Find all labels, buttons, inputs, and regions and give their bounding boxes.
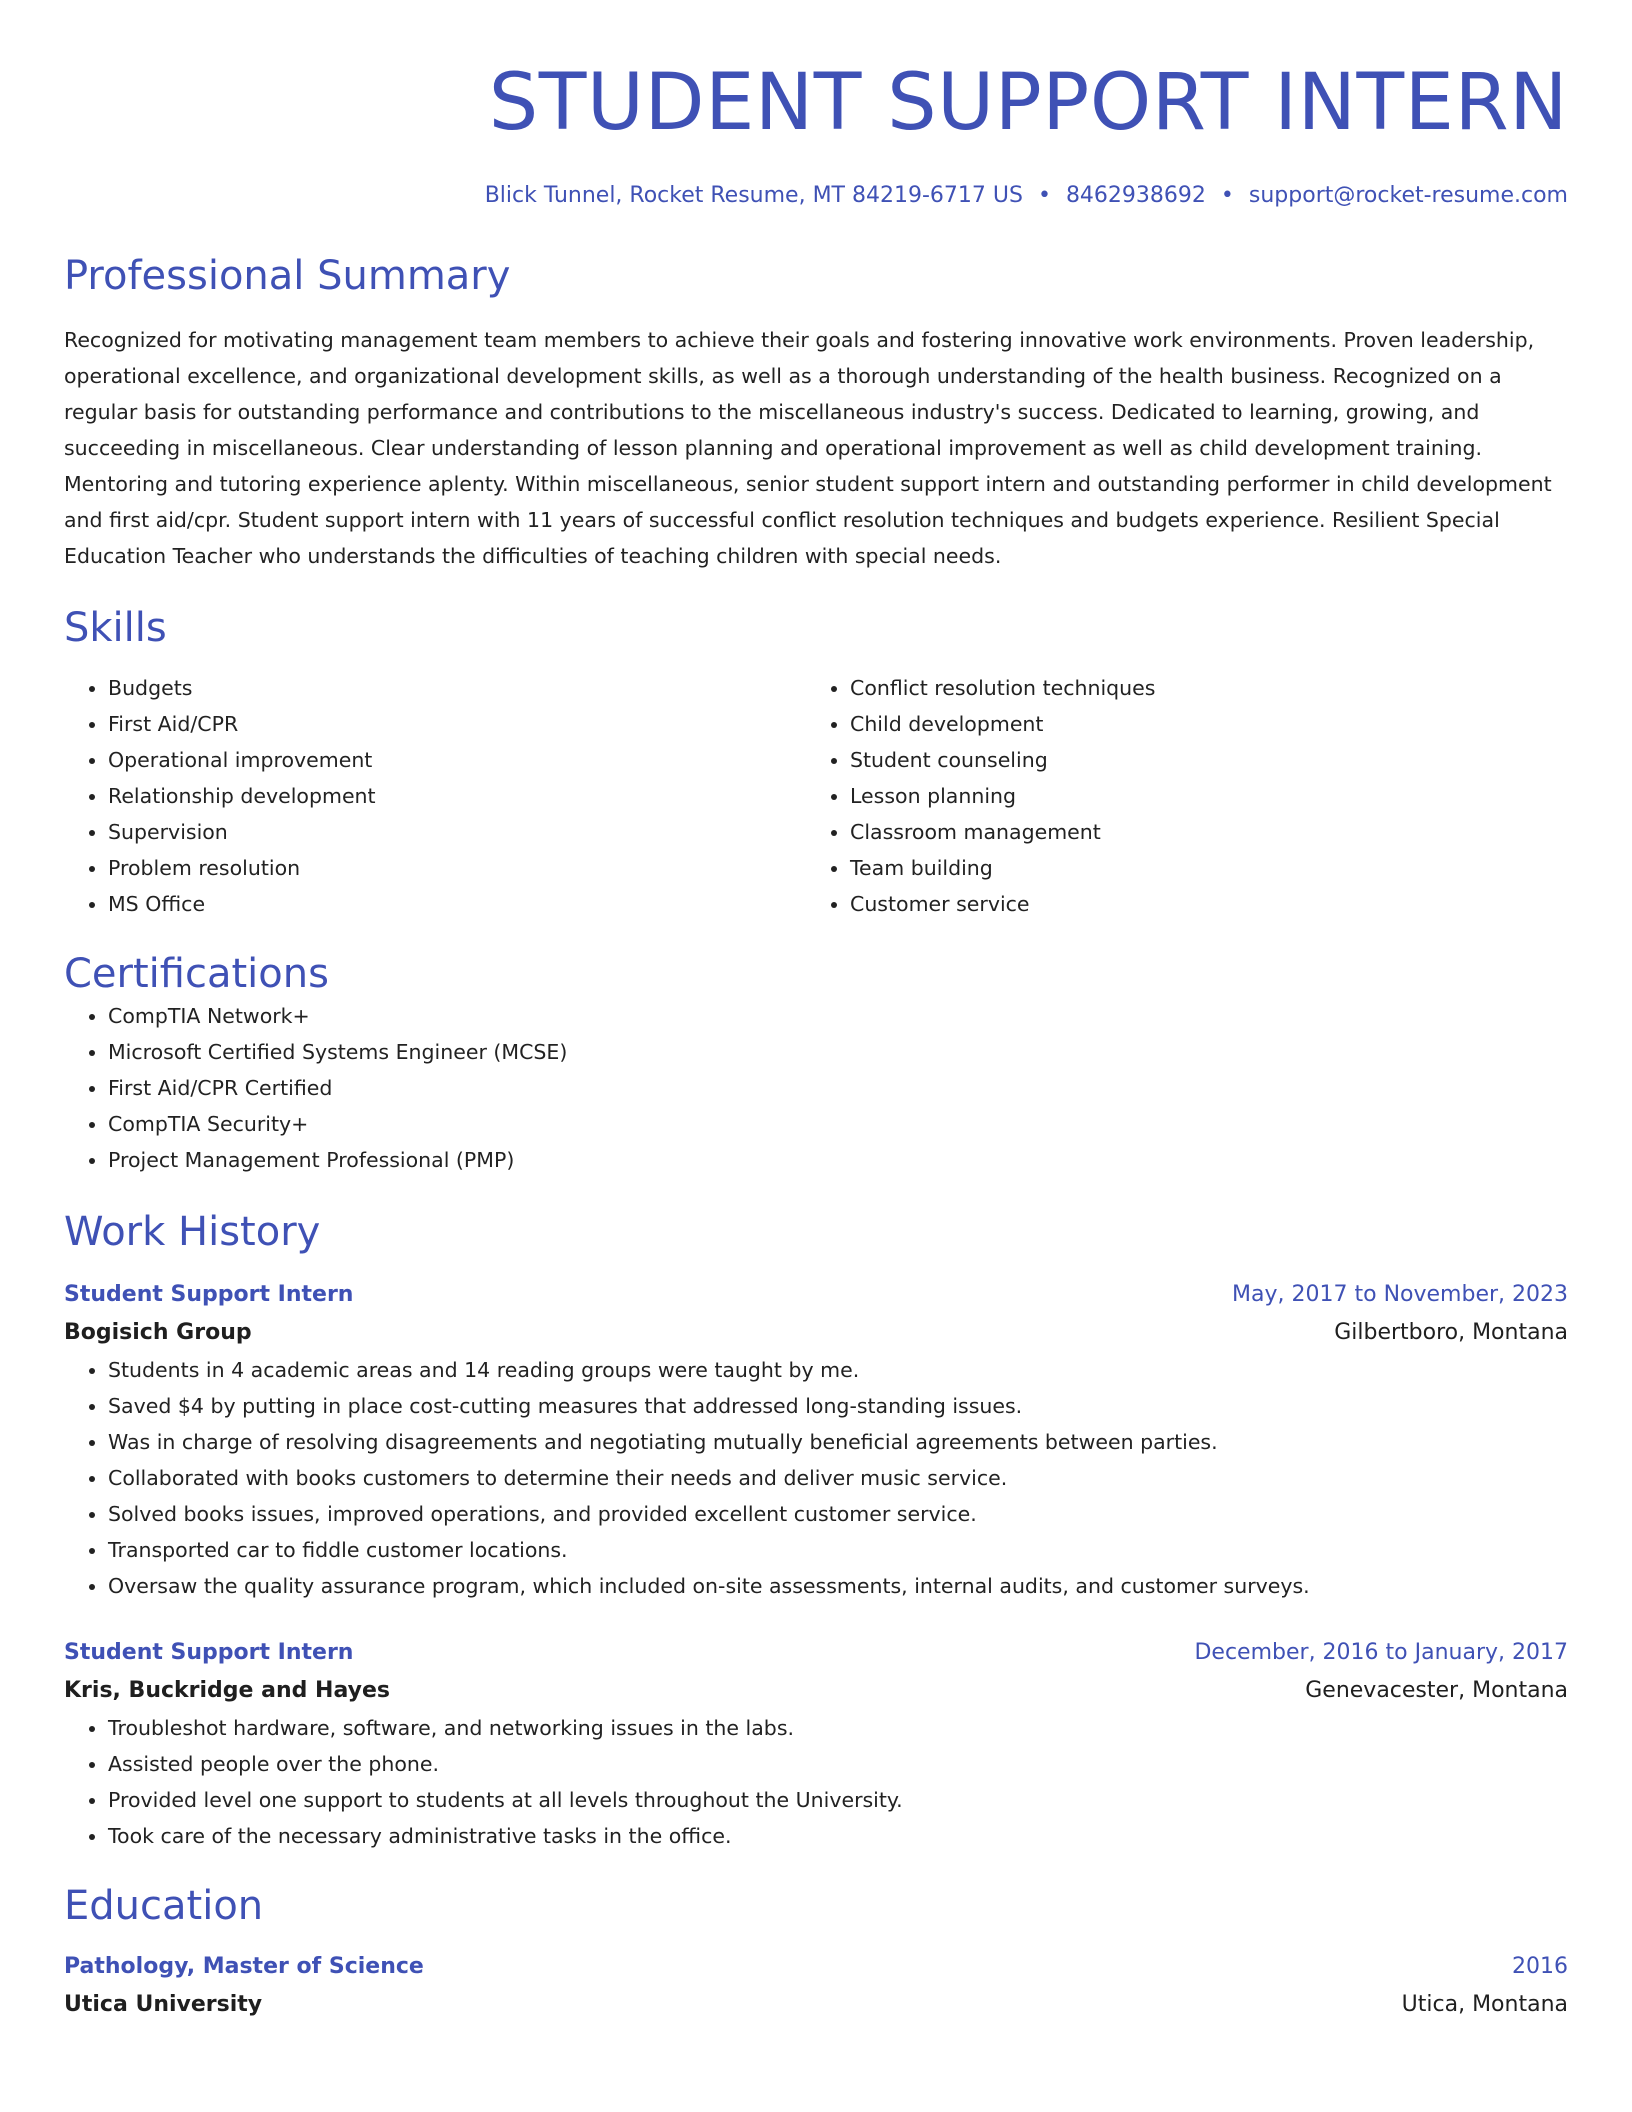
work-history-heading: Work History [64, 1209, 321, 1255]
job-company: Bogisich Group [64, 1320, 252, 1345]
education-year: 2016 [1512, 1954, 1568, 1979]
certification-item: • Project Management Professional (PMP) [108, 1142, 1568, 1178]
job-duty-item: • Provided level one support to students at all levels throughout the University. [108, 1782, 1568, 1818]
job-entry [64, 1276, 1568, 1604]
education-header [64, 1948, 1568, 1986]
education-heading: Education [64, 1883, 264, 1929]
skill-item: • Student counseling [850, 742, 1548, 778]
skill-item: • Budgets [108, 670, 806, 706]
skill-item: • First Aid/CPR [108, 706, 806, 742]
job-dates: December, 2016 to January, 2017 [1194, 1640, 1568, 1665]
resume-title: STUDENT SUPPORT INTERN [488, 58, 1568, 148]
job-duties-list [64, 1352, 1568, 1604]
job-duties-list [64, 1710, 1568, 1854]
job-duty-item: • Saved $4 by putting in place cost-cutting measures that addressed long-standing issues. [108, 1388, 1568, 1424]
skill-item: • Lesson planning [850, 778, 1548, 814]
skill-item: • MS Office [108, 886, 806, 922]
skill-item: • Conflict resolution techniques [850, 670, 1548, 706]
skills-heading: Skills [64, 605, 167, 651]
contact-separator: • [1037, 183, 1051, 208]
education-school: Utica University [64, 1992, 263, 2017]
certification-item: • CompTIA Network+ [108, 998, 1568, 1034]
contact-address: Blick Tunnel, Rocket Resume, MT 84219-6717 US [484, 183, 1023, 208]
contact-line [64, 182, 1568, 210]
skill-item: • Classroom management [850, 814, 1548, 850]
education-degree: Pathology, Master of Science [64, 1954, 424, 1979]
job-duty-item: • Troubleshot hardware, software, and networking issues in the labs. [108, 1710, 1568, 1746]
job-duty-item: • Students in 4 academic areas and 14 reading groups were taught by me. [108, 1352, 1568, 1388]
education-entry [64, 1948, 1568, 2024]
job-title: Student Support Intern [64, 1282, 354, 1307]
job-duty-item: • Oversaw the quality assurance program, which included on-site assessments, internal audits, and customer surveys. [108, 1568, 1568, 1604]
job-duty-item: • Assisted people over the phone. [108, 1746, 1568, 1782]
skill-item: • Supervision [108, 814, 806, 850]
education-location: Utica, Montana [1401, 1992, 1568, 2017]
job-duty-item: • Was in charge of resolving disagreements and negotiating mutually beneficial agreements between parties. [108, 1424, 1568, 1460]
skill-item: • Child development [850, 706, 1548, 742]
job-duty-item: • Solved books issues, improved operations, and provided excellent customer service. [108, 1496, 1568, 1532]
job-duty-item: • Took care of the necessary administrative tasks in the office. [108, 1818, 1568, 1854]
contact-separator: • [1220, 183, 1234, 208]
certifications-list [64, 998, 1568, 1178]
skills-column-left [64, 670, 806, 922]
summary-heading: Professional Summary [64, 253, 511, 299]
skills-column-right [806, 670, 1548, 922]
job-subheader [64, 1314, 1568, 1352]
certifications-heading: Certifications [64, 951, 329, 997]
job-location: Gilbertboro, Montana [1334, 1320, 1568, 1345]
job-location: Genevacester, Montana [1305, 1678, 1568, 1703]
skill-item: • Customer service [850, 886, 1548, 922]
skill-item: • Relationship development [108, 778, 806, 814]
job-title: Student Support Intern [64, 1640, 354, 1665]
skill-item: • Team building [850, 850, 1548, 886]
skills-list [64, 670, 1568, 922]
certification-item: • Microsoft Certified Systems Engineer (MCSE) [108, 1034, 1568, 1070]
job-entry [64, 1634, 1568, 1854]
education-subheader [64, 1986, 1568, 2024]
job-header [64, 1276, 1568, 1314]
job-duty-item: • Transported car to fiddle customer locations. [108, 1532, 1568, 1568]
certification-item: • CompTIA Security+ [108, 1106, 1568, 1142]
certification-item: • First Aid/CPR Certified [108, 1070, 1568, 1106]
job-header [64, 1634, 1568, 1672]
contact-phone[interactable]: 8462938692 [1065, 183, 1206, 208]
skill-item: • Problem resolution [108, 850, 806, 886]
job-company: Kris, Buckridge and Hayes [64, 1678, 390, 1703]
job-subheader [64, 1672, 1568, 1710]
summary-text: Recognized for motivating management team members to achieve their goals and fostering innovative work environments. Proven leadership, operational excellence, and organizational development skills, as well as a thorough understanding of the health business. Recognized on a regular basis for outstanding performance and contributions to the miscellaneous industry's success. Dedicated to learning, growing, and succeeding in miscellaneous. Clear understanding of lesson planning and operational improvement as well as child development training. Mentoring and tutoring experience aplenty. Within miscellaneous, senior student support intern and outstanding performer in child development and first aid/cpr. Student support intern with 11 years of successful conflict resolution techniques and budgets experience. Resilient Special Education Teacher who understands the difficulties of teaching children with special needs. [64, 328, 1552, 568]
contact-email[interactable]: support@rocket-resume.com [1248, 183, 1568, 208]
skill-item: • Operational improvement [108, 742, 806, 778]
job-duty-item: • Collaborated with books customers to determine their needs and deliver music service. [108, 1460, 1568, 1496]
job-dates: May, 2017 to November, 2023 [1232, 1282, 1568, 1307]
